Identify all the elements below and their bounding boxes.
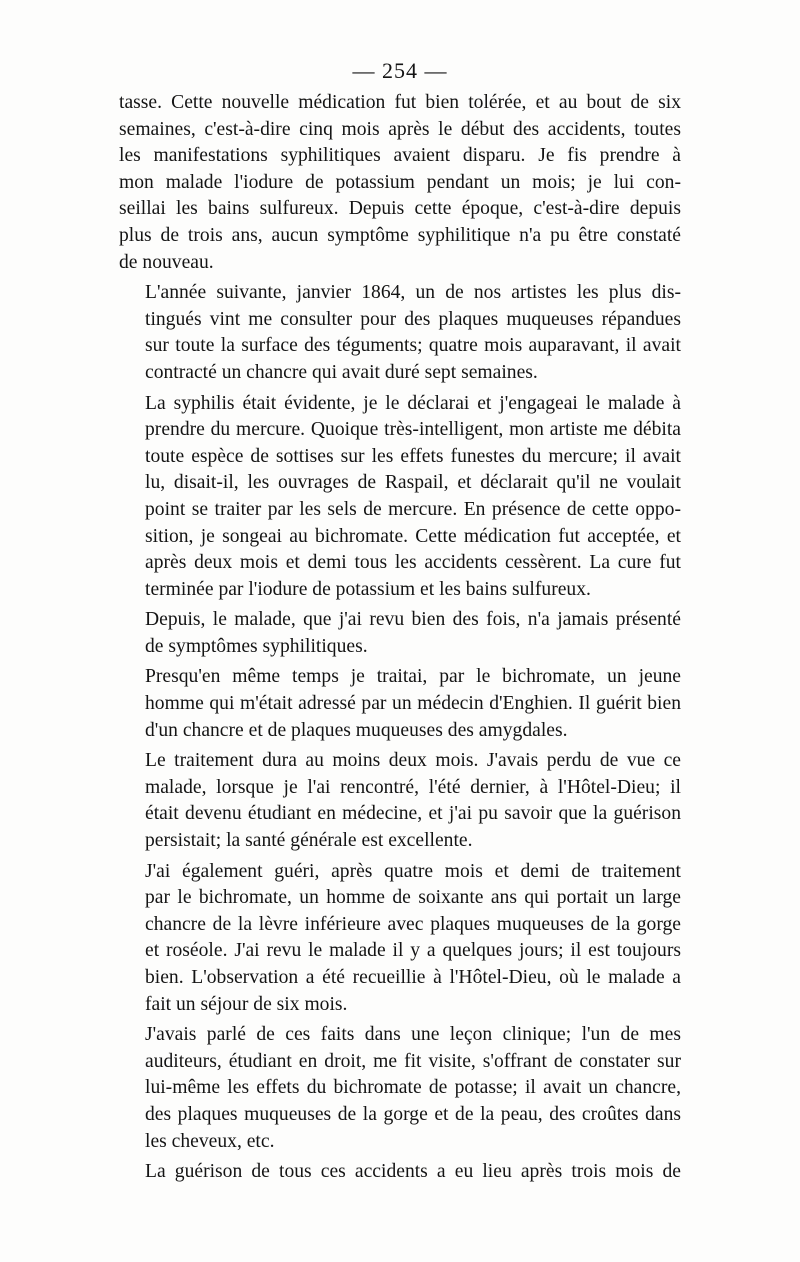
text-line: bien. L'observation a été recueillie à l'Hôtel-Dieu, où le malade a: [145, 967, 681, 988]
text-line: J'avais parlé de ces faits dans une leçon clinique; l'un de mes: [145, 1024, 681, 1046]
paragraph: [119, 391, 681, 604]
text-line: plus de trois ans, aucun symptôme syphilitique n'a pu être constaté: [119, 224, 681, 246]
text-line: de nouveau.: [119, 251, 214, 273]
text-line: persistait; la santé générale est excellente.: [145, 830, 473, 852]
text-line: auditeurs, étudiant en droit, me fit visite, s'offrant de constater sur: [145, 1050, 681, 1072]
text-line: chancre de la lèvre inférieure avec plaques muqueuses de la gorge: [145, 913, 681, 935]
body-text: [119, 90, 681, 1190]
text-line: tingués vint me consulter pour des plaques muqueuses répandues: [145, 308, 681, 330]
text-line: les manifestations syphilitiques avaient disparu. Je fis prendre à: [119, 145, 681, 167]
text-line: était devenu étudiant en médecine, et j'ai pu savoir que la guérison: [145, 803, 681, 825]
text-line: homme qui m'était adressé par un médecin d'Enghien. Il guérit bien: [145, 693, 681, 715]
text-line: semaines, c'est-à-dire cinq mois après le début des accidents, toutes: [119, 118, 681, 140]
text-line: par le bichromate, un homme de soixante ans qui portait un large: [145, 887, 681, 909]
text-line: de symptômes syphilitiques.: [145, 635, 368, 657]
text-line: lui-même les effets du bichromate de potasse; il avait un chancre,: [145, 1077, 681, 1099]
text-line: malade, lorsque je l'ai rencontré, l'été dernier, à l'Hôtel-Dieu; il: [145, 776, 681, 798]
text-line: les cheveux, etc.: [145, 1130, 275, 1152]
paragraph: [119, 1022, 681, 1155]
text-line: Presqu'en même temps je traitai, par le bichromate, un jeune: [145, 666, 681, 688]
text-line: terminée par l'iodure de potassium et les bains sulfureux.: [145, 578, 591, 600]
paragraph: [119, 748, 681, 854]
paragraph: [119, 607, 681, 660]
text-line: lu, disait-il, les ouvrages de Raspail, et déclarait qu'il ne voulait: [145, 472, 681, 494]
paragraph: [119, 859, 681, 1019]
text-line: toute espèce de sottises sur les effets funestes du mercure; il avait: [145, 445, 681, 467]
text-line: sur toute la surface des téguments; quatre mois auparavant, il avait: [145, 335, 681, 357]
text-line: fait un séjour de six mois.: [145, 993, 348, 1015]
paragraph: [119, 1159, 681, 1186]
text-line: sition, je songeai au bichromate. Cette médication fut acceptée, et: [145, 525, 681, 547]
text-line: seillai les bains sulfureux. Depuis cette époque, c'est-à-dire depuis: [119, 198, 681, 220]
text-line: prendre du mercure. Quoique très-intelligent, mon artiste me débita: [145, 419, 681, 441]
text-line: après deux mois et demi tous les accidents cessèrent. La cure fut: [145, 552, 681, 574]
paragraph: [119, 664, 681, 744]
text-line: et roséole. J'ai revu le malade il y a quelques jours; il est toujours: [145, 940, 681, 962]
text-line: Depuis, le malade, que j'ai revu bien des fois, n'a jamais présenté: [145, 609, 681, 631]
text-line: des plaques muqueuses de la gorge et de la peau, des croûtes dans: [145, 1103, 681, 1125]
text-line: Le traitement dura au moins deux mois. J'avais perdu de vue ce: [145, 750, 681, 772]
paragraph: [119, 90, 681, 276]
page-number: — 254 —: [352, 58, 448, 83]
text-line: mon malade l'iodure de potassium pendant un mois; je lui con-: [119, 171, 681, 193]
text-line: point se traiter par les sels de mercure. En présence de cette oppo-: [145, 498, 681, 520]
text-line: J'ai également guéri, après quatre mois et demi de traitement: [145, 860, 681, 882]
paragraph: [119, 280, 681, 386]
text-line: La syphilis était évidente, je le déclarai et j'engageai le malade à: [145, 392, 681, 414]
text-line: d'un chancre et de plaques muqueuses des amygdales.: [145, 719, 568, 741]
text-line: La guérison de tous ces accidents a eu lieu après trois mois de: [145, 1161, 681, 1183]
text-line: L'année suivante, janvier 1864, un de nos artistes les plus dis-: [145, 282, 681, 304]
text-line: tasse. Cette nouvelle médication fut bien tolérée, et au bout de six: [119, 92, 681, 113]
text-line: contracté un chancre qui avait duré sept semaines.: [145, 361, 538, 383]
